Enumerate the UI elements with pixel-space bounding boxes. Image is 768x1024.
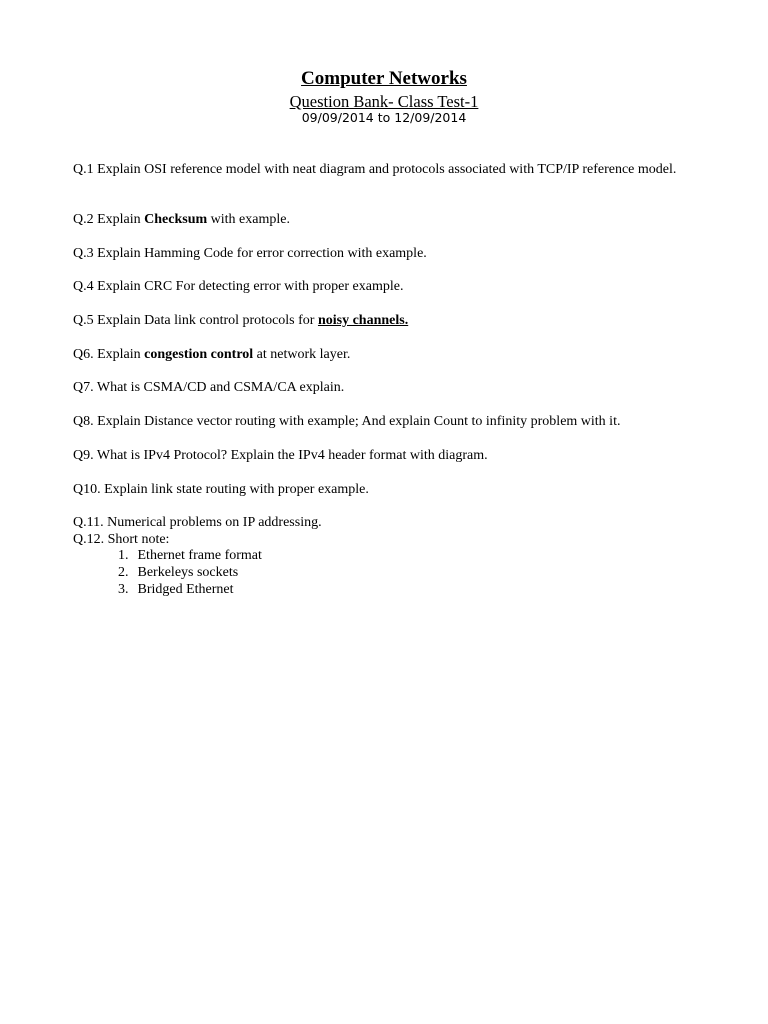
short-note-item [118,548,262,565]
short-note-text: Bridged Ethernet [137,582,234,597]
question-6-keyword: congestion control [144,347,254,362]
question-11: Q.11. Numerical problems on IP addressing. [73,515,322,530]
question-2-keyword: Checksum [144,212,208,227]
question-5-keyword: noisy channels. [317,313,409,328]
question-1: Q.1 Explain OSI reference model with neat diagram and protocols associated with TCP/IP reference model. [73,162,677,177]
question-4: Q.4 Explain CRC For detecting error with proper example. [73,279,404,294]
short-note-text: Berkeleys sockets [137,565,239,580]
short-note-text: Ethernet frame format [137,548,262,563]
question-3: Q.3 Explain Hamming Code for error correction with example. [73,246,427,261]
question-12: Q.12. Short note: [73,532,170,547]
short-note-number: 2. [118,565,129,580]
short-note-item [118,582,234,599]
question-2 [73,212,713,229]
document-title: Computer Networks [301,68,467,89]
short-note-item [118,565,238,582]
question-8: Q8. Explain Distance vector routing with example; And explain Count to infinity problem with it. [73,414,621,429]
question-2-prefix: Q.2 Explain [73,212,145,227]
date-range: 09/09/2014 to 12/09/2014 [301,110,467,125]
question-6-prefix: Q6. Explain [73,347,145,362]
short-note-number: 3. [118,582,129,597]
question-5-prefix: Q.5 Explain Data link control protocols for [73,313,318,328]
question-7: Q7. What is CSMA/CD and CSMA/CA explain. [73,380,345,395]
short-note-number: 1. [118,548,129,563]
question-9: Q9. What is IPv4 Protocol? Explain the IPv4 header format with diagram. [73,448,488,463]
question-10: Q10. Explain link state routing with proper example. [73,482,369,497]
question-2-suffix: with example. [207,212,290,227]
question-5 [73,313,713,330]
document-subtitle: Question Bank- Class Test-1 [289,92,479,111]
question-6 [73,347,713,364]
question-6-suffix: at network layer. [253,347,351,362]
